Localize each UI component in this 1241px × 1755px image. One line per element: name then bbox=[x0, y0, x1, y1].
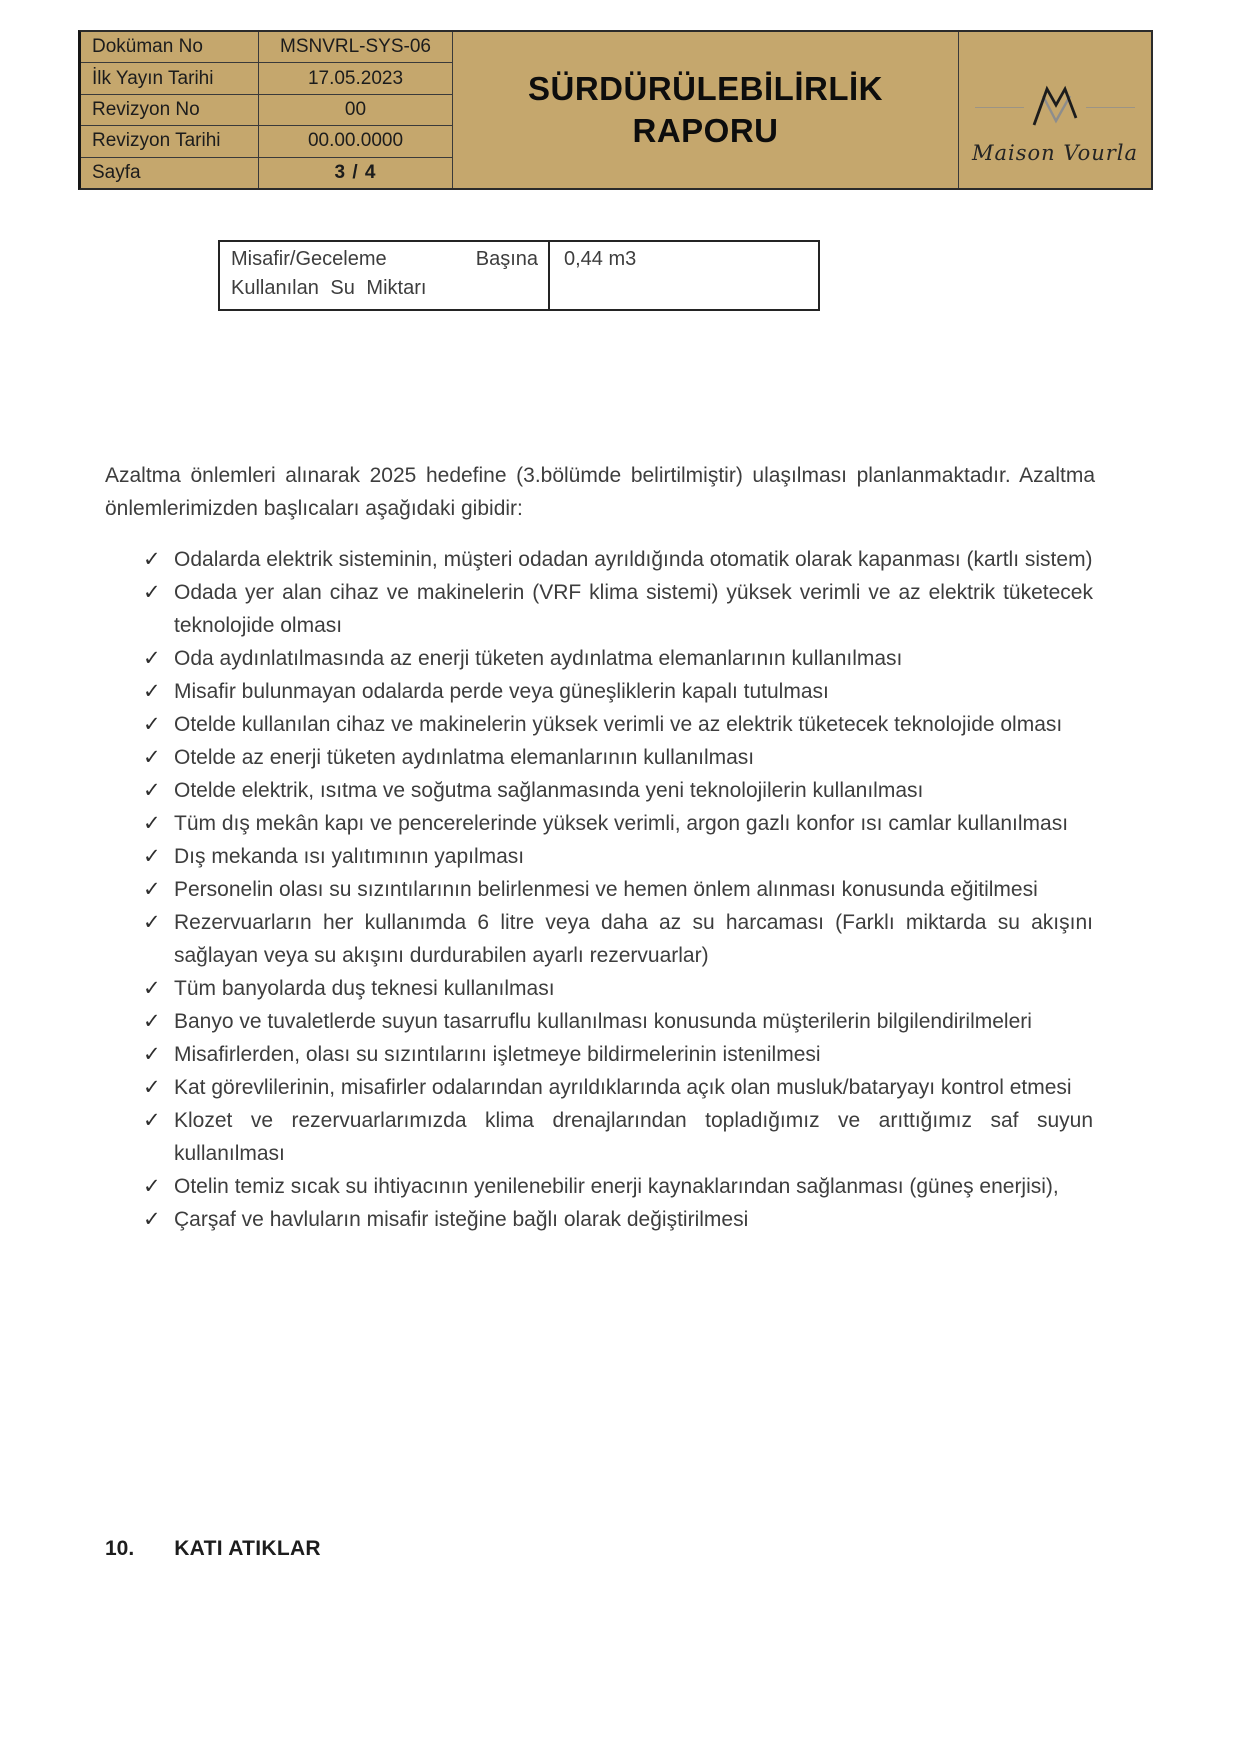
checkmark-icon: ✓ bbox=[143, 911, 161, 934]
meta-row bbox=[81, 158, 452, 188]
measures-list bbox=[143, 543, 1093, 1236]
checkmark-icon: ✓ bbox=[143, 1043, 161, 1066]
meta-row bbox=[81, 126, 452, 157]
checkmark-icon: ✓ bbox=[143, 1109, 161, 1132]
list-item-text: Kat görevlilerinin, misafirler odalarından ayrıldıklarında açık olan musluk/bataryayı kontrol etmesi bbox=[174, 1076, 1072, 1099]
list-item-text: Çarşaf ve havluların misafir isteğine bağlı olarak değiştirilmesi bbox=[174, 1208, 749, 1231]
list-item-text: Odada yer alan cihaz ve makinelerin (VRF klima sistemi) yüksek verimli ve az elektrik tüketecek teknolojide olması bbox=[174, 581, 1093, 637]
meta-value: MSNVRL-SYS-06 bbox=[280, 36, 431, 58]
list-item-text: Klozet ve rezervuarlarımızda klima drenajlarından topladığımız ve arıttığımız saf suyun kullanılması bbox=[174, 1109, 1093, 1165]
checkmark-icon: ✓ bbox=[143, 779, 161, 802]
meta-value: 00 bbox=[344, 99, 367, 121]
meta-value: 00.00.0000 bbox=[307, 130, 404, 152]
list-item-text: Dış mekanda ısı yalıtımının yapılması bbox=[174, 845, 525, 868]
meta-table bbox=[81, 32, 453, 188]
list-item bbox=[143, 642, 1093, 675]
list-item bbox=[143, 840, 1093, 873]
meta-label: Revizyon Tarihi bbox=[81, 126, 259, 156]
list-item-text: Misafir bulunmayan odalarda perde veya güneşliklerin kapalı tutulması bbox=[174, 680, 829, 703]
checkmark-icon: ✓ bbox=[143, 548, 161, 571]
meta-label: İlk Yayın Tarihi bbox=[81, 63, 259, 93]
checkmark-icon: ✓ bbox=[143, 1010, 161, 1033]
brand-name: Maison Vourla bbox=[971, 140, 1139, 165]
checkmark-icon: ✓ bbox=[143, 746, 161, 769]
water-usage-table bbox=[218, 240, 820, 311]
checkmark-icon: ✓ bbox=[143, 845, 161, 868]
logo-mark bbox=[975, 84, 1135, 131]
section-title: KATI ATIKLAR bbox=[174, 1537, 321, 1560]
meta-label: Doküman No bbox=[81, 32, 259, 62]
list-item-text: Odalarda elektrik sisteminin, müşteri odadan ayrıldığında otomatik olarak kapanması (kartlı sistem) bbox=[174, 548, 1093, 571]
meta-row bbox=[81, 95, 452, 126]
title-cell bbox=[453, 32, 959, 188]
checkmark-icon: ✓ bbox=[143, 1208, 161, 1231]
list-item-text: Banyo ve tuvaletlerde suyun tasarruflu kullanılması konusunda müşterilerin bilgilendirilmeleri bbox=[174, 1010, 1032, 1033]
list-item bbox=[143, 708, 1093, 741]
meta-row bbox=[81, 63, 452, 94]
list-item bbox=[143, 774, 1093, 807]
checkmark-icon: ✓ bbox=[143, 647, 161, 670]
checkmark-icon: ✓ bbox=[143, 680, 161, 703]
list-item bbox=[143, 906, 1093, 972]
checkmark-icon: ✓ bbox=[143, 878, 161, 901]
checkmark-icon: ✓ bbox=[143, 1175, 161, 1198]
list-item-text: Otelin temiz sıcak su ihtiyacının yenilenebilir enerji kaynaklarından sağlanması (güneş enerjisi), bbox=[174, 1175, 1059, 1198]
list-item-text: Otelde kullanılan cihaz ve makinelerin yüksek verimli ve az elektrik tüketecek teknolojide olması bbox=[174, 713, 1063, 736]
logo-divider-line bbox=[1086, 107, 1135, 108]
list-item-text: Tüm dış mekân kapı ve pencerelerinde yüksek verimli, argon gazlı konfor ısı camlar kullanılması bbox=[174, 812, 1069, 835]
list-item bbox=[143, 1038, 1093, 1071]
list-item-text: Tüm banyolarda duş teknesi kullanılması bbox=[174, 977, 555, 1000]
brand-logo bbox=[959, 32, 1151, 188]
list-item bbox=[143, 972, 1093, 1005]
intro-paragraph: Azaltma önlemleri alınarak 2025 hedefine (3.bölümde belirtilmiştir) ulaşılması planlanmaktadır. Azaltma önlemlerimizden başlıcaları aşağıdaki gibidir: bbox=[105, 464, 1095, 520]
checkmark-icon: ✓ bbox=[143, 977, 161, 1000]
meta-row bbox=[81, 32, 452, 63]
list-item bbox=[143, 741, 1093, 774]
logo-divider-line bbox=[975, 107, 1024, 108]
list-item-text: Oda aydınlatılmasında az enerji tüketen aydınlatma elemanlarının kullanılması bbox=[174, 647, 903, 670]
list-item-text: Personelin olası su sızıntılarının belirlenmesi ve hemen önlem alınması konusunda eğitilmesi bbox=[174, 878, 1038, 901]
list-item bbox=[143, 1170, 1093, 1203]
meta-value-page-number: 3 / 4 bbox=[334, 161, 377, 183]
meta-label: Sayfa bbox=[81, 158, 259, 188]
list-item-text: Misafirlerden, olası su sızıntılarını işletmeye bildirmelerinin istenilmesi bbox=[174, 1043, 821, 1066]
list-item bbox=[143, 675, 1093, 708]
list-item bbox=[143, 873, 1093, 906]
report-title: SÜRDÜRÜLEBİLİRLİK RAPORU bbox=[528, 69, 883, 149]
list-item-text: Otelde elektrik, ısıtma ve soğutma sağlanmasında yeni teknolojilerin kullanılması bbox=[174, 779, 924, 802]
checkmark-icon: ✓ bbox=[143, 581, 161, 604]
list-item bbox=[143, 1104, 1093, 1170]
list-item bbox=[143, 807, 1093, 840]
monogram-mv-icon bbox=[1026, 84, 1084, 131]
list-item-text: Rezervuarların her kullanımda 6 litre veya daha az su harcaması (Farklı miktarda su akışını sağlayan veya su akışını durdurabilen ayarlı rezervuarlar) bbox=[174, 911, 1093, 967]
section-heading bbox=[105, 1537, 321, 1561]
list-item bbox=[143, 1071, 1093, 1104]
meta-label: Revizyon No bbox=[81, 95, 259, 125]
meta-value: 17.05.2023 bbox=[307, 67, 404, 89]
list-item bbox=[143, 1005, 1093, 1038]
water-usage-label: Misafir/Geceleme Başına Kullanılan Su Miktarı bbox=[220, 242, 550, 309]
list-item bbox=[143, 1203, 1093, 1236]
list-item bbox=[143, 576, 1093, 642]
report-header bbox=[78, 30, 1153, 190]
checkmark-icon: ✓ bbox=[143, 812, 161, 835]
list-item-text: Otelde az enerji tüketen aydınlatma elemanlarının kullanılması bbox=[174, 746, 755, 769]
list-item bbox=[143, 543, 1093, 576]
checkmark-icon: ✓ bbox=[143, 713, 161, 736]
checkmark-icon: ✓ bbox=[143, 1076, 161, 1099]
water-usage-value: 0,44 m3 bbox=[564, 248, 637, 270]
section-number: 10. bbox=[105, 1537, 135, 1560]
